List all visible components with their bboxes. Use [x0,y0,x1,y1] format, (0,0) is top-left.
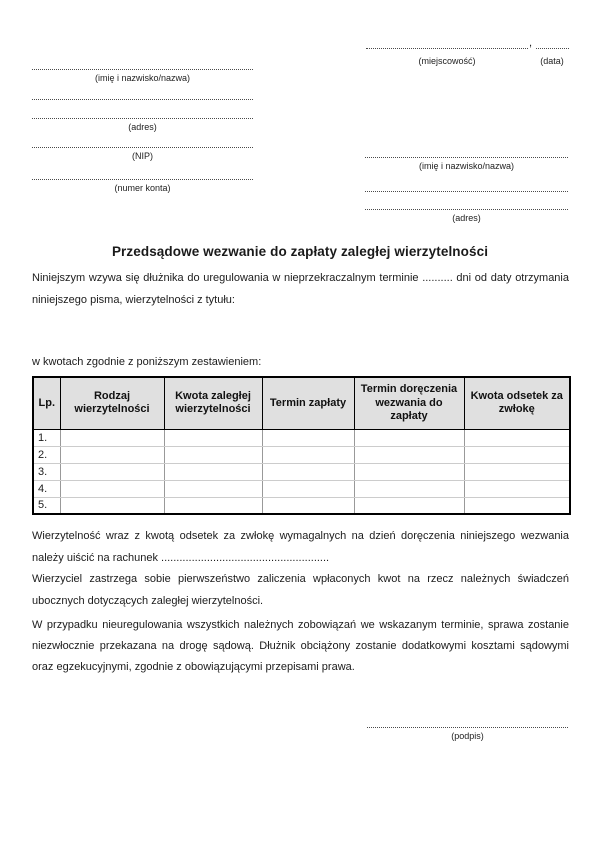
warning-paragraph: W przypadku nieuregulowania wszystkich należnych zobowiązań we wskazanym terminie, sprawa zostanie niezwłocznie przekazana na drogę sądową. Dłużnik obciążony zostanie dodatkowymi kosztami sądowymi oraz egzekucyjnymi, zgodnie z obowiązującymi przepisami prawa. [32,619,569,673]
creditor-name-line [32,69,253,70]
table-row [33,429,570,446]
empty-cell [464,480,570,497]
empty-cell [60,463,164,480]
creditor-address-line-1 [32,99,253,100]
table-row [33,497,570,514]
debtor-address-label: (adres) [452,213,481,223]
col-header-termin-doreczenia: Termin doręczenia wezwania do zapłaty [354,377,464,429]
empty-cell [262,446,354,463]
date-label: (data) [540,56,564,66]
col-header-kwota-zaleglej: Kwota zaległej wierzytelności [164,377,262,429]
signature-line [367,727,568,728]
table-row [33,463,570,480]
empty-cell [60,429,164,446]
signature-label: (podpis) [451,731,484,741]
row-number: 5. [33,497,60,514]
empty-cell [164,480,262,497]
empty-cell [164,497,262,514]
creditor-address-label: (adres) [128,122,157,132]
debtor-name-line [365,157,568,158]
place-label: (miejscowość) [418,56,476,66]
place-date-separator: , [529,37,533,49]
empty-cell [262,480,354,497]
table-row [33,480,570,497]
debtor-address-line-1 [365,191,568,192]
table-intro: w kwotach zgodnie z poniższym zestawieniem: [32,356,262,368]
row-number: 3. [33,463,60,480]
empty-cell [464,429,570,446]
debtor-name-label: (imię i nazwisko/nazwa) [418,161,515,171]
priority-clause-paragraph: Wierzyciel zastrzega sobie pierwszeństwo zaliczenia wpłaconych kwot na rzecz należnych świadczeń ubocznych dotyczących zaległej wierzytelności. [32,573,569,607]
creditor-address-line-2 [32,118,253,119]
row-number: 1. [33,429,60,446]
intro-paragraph: Niniejszym wzywa się dłużnika do uregulowania w nieprzekraczalnym terminie .......... dni od daty otrzymania niniejszego pisma, wierzytelności z tytułu: [32,272,569,306]
page-title: Przedsądowe wezwanie do zapłaty zaległej wierzytelności [111,244,489,259]
empty-cell [464,463,570,480]
col-header-kwota-odsetek: Kwota odsetek za zwłokę [464,377,570,429]
creditor-account-label: (numer konta) [114,183,171,193]
debt-table [32,376,571,515]
payment-info-paragraph: Wierzytelność wraz z kwotą odsetek za zwłokę wymagalnych na dzień doręczenia niniejszego wezwania należy uiścić na rachunek ....................................................... [32,530,569,564]
empty-cell [354,497,464,514]
debtor-address-line-2 [365,209,568,210]
col-header-rodzaj: Rodzaj wierzytelności [60,377,164,429]
row-number: 4. [33,480,60,497]
col-header-lp: Lp. [33,377,60,429]
empty-cell [60,497,164,514]
debt-table-header-row [33,377,570,429]
payment-info-block [32,526,569,612]
empty-cell [464,446,570,463]
place-fill-line [366,48,528,49]
date-fill-line [536,48,569,49]
empty-cell [464,497,570,514]
empty-cell [164,463,262,480]
empty-cell [60,446,164,463]
creditor-nip-line [32,147,253,148]
creditor-nip-label: (NIP) [132,151,153,161]
empty-cell [354,480,464,497]
creditor-name-label: (imię i nazwisko/nazwa) [94,73,191,83]
empty-cell [354,429,464,446]
col-header-termin-zaplaty: Termin zapłaty [262,377,354,429]
empty-cell [262,463,354,480]
table-row [33,446,570,463]
empty-cell [262,497,354,514]
empty-cell [354,446,464,463]
empty-cell [164,446,262,463]
empty-cell [354,463,464,480]
empty-cell [262,429,354,446]
creditor-account-line [32,179,253,180]
empty-cell [164,429,262,446]
empty-cell [60,480,164,497]
row-number: 2. [33,446,60,463]
